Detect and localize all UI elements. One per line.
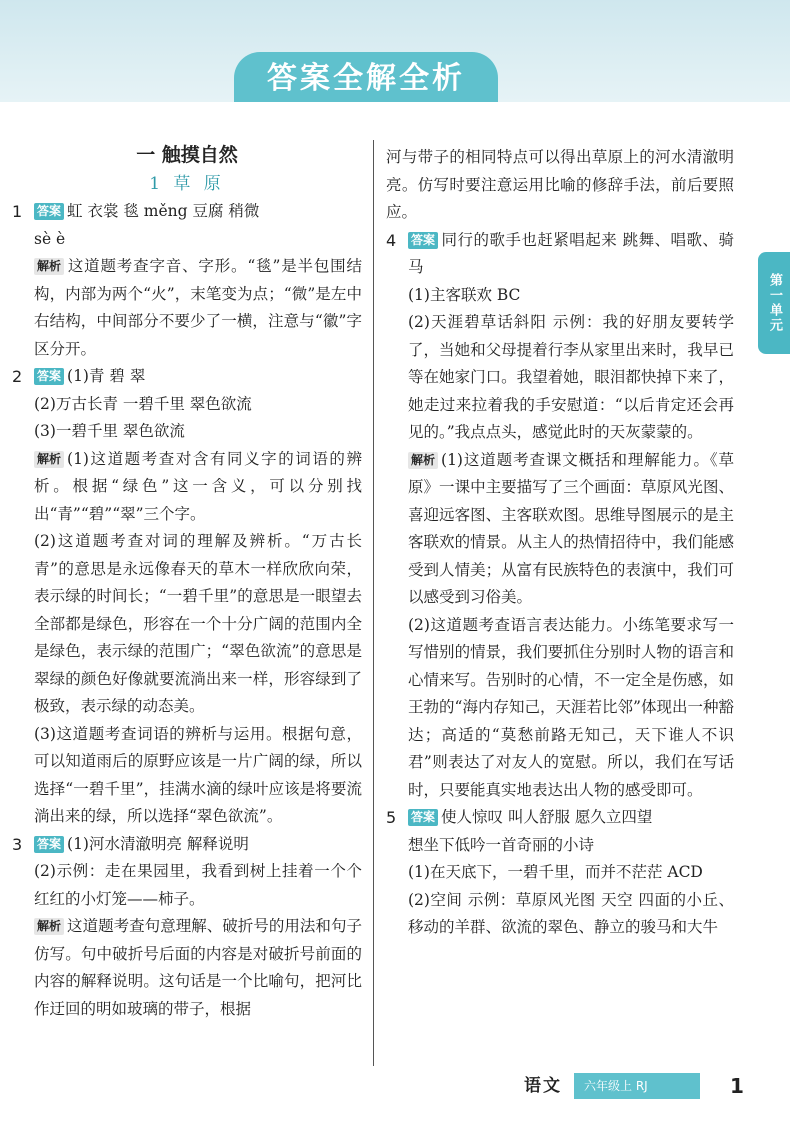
answer-text: (1)青 碧 翠 bbox=[67, 367, 146, 385]
explain-text: (3)这道题考查词语的辨析与运用。根据句意，可以知道雨后的原野应该是一片广阔的绿，所以选择“一碧千里”，挂满水滴的绿叶应该是将要流淌出来的绿，所以选择“翠色欲流”。 bbox=[34, 724, 362, 825]
answer-tag: 答案 bbox=[34, 836, 64, 853]
explain-text: (2)这道题考查对词的理解及辨析。“万古长青”的意思是永远像春天的草木一样欣欣向荣，表示绿的时间长；“一碧千里”的意思是一眼望去全部都是绿色，形容在一个十分广阔的范围内全是绿色，表示绿的范围广；“翠色欲流”的意思是翠绿的颜色好像就要流淌出来一样，形容绿到了极致，表示绿的动态美。 bbox=[34, 532, 362, 715]
question-number: 2 bbox=[12, 367, 23, 386]
answer-tag: 答案 bbox=[34, 368, 64, 385]
page-number: 1 bbox=[730, 1074, 744, 1098]
answer-tag: 答案 bbox=[408, 232, 438, 249]
header-banner bbox=[0, 0, 790, 102]
answer-text: 想坐下低吟一首奇丽的小诗 bbox=[408, 835, 595, 854]
explain-tag: 解析 bbox=[408, 452, 438, 469]
answer-tag: 答案 bbox=[34, 203, 64, 220]
right-column bbox=[386, 144, 734, 942]
unit-side-tab: 第一单元 bbox=[758, 252, 790, 354]
answer-text: 同行的歌手也赶紧唱起来 跳舞、唱歌、骑马 bbox=[408, 230, 734, 276]
lesson-title: 1 草 原 bbox=[149, 174, 225, 194]
answer-text: (2)示例：走在果园里，我看到树上挂着一个个红红的小灯笼——柿子。 bbox=[34, 862, 362, 908]
answer-text: (1)主客联欢 BC bbox=[408, 285, 521, 304]
question-number: 5 bbox=[386, 808, 397, 827]
answer-text: sè è bbox=[34, 229, 66, 248]
answer-text: (2)天涯碧草话斜阳 示例：我的好朋友要转学了，当她和父母提着行李从家里出来时，我早已等在她家门口。我望着她，眼泪都快掉下来了，她走过来拉着我的手安慰道：“以后肯定还会再见的。”我点点头，感觉此时的天灰蒙蒙的。 bbox=[408, 313, 734, 441]
footer-grade: 六年级上 RJ bbox=[574, 1073, 700, 1099]
question-number: 3 bbox=[12, 834, 23, 854]
column-divider bbox=[373, 140, 374, 1066]
explain-text: 这道题考查字音、字形。“毯”是半包围结构，内部为两个“火”，末笔变为点；“微”是左中右结构，中间部分不要少了一横，注意与“徽”字区分开。 bbox=[34, 257, 362, 358]
left-column bbox=[12, 140, 362, 1023]
answer-text: 使人惊叹 叫人舒服 愿久立四望 bbox=[441, 808, 653, 826]
explain-text-continued: 河与带子的相同特点可以得出草原上的河水清澈明亮。仿写时要注意运用比喻的修辞手法，前后要照应。 bbox=[386, 148, 734, 221]
answer-text: (1)河水清澈明亮 解释说明 bbox=[67, 834, 249, 853]
question-number: 4 bbox=[386, 230, 397, 250]
question-4 bbox=[386, 227, 734, 805]
question-1 bbox=[12, 198, 362, 363]
explain-text: (1)这道题考查对含有同义字的词语的辨析。根据“绿色”这一含义，可以分别找出“青”“碧”“翠”三个字。 bbox=[34, 449, 362, 523]
explain-text: (1)这道题考查课文概括和理解能力。《草原》一课中主要描写了三个画面：草原风光图、喜迎远客图、主客联欢图。思维导图展示的是主客联欢的情景。从主人的热情招待中，我们能感受到人情美；从富有民族特色的表演中，我们可以感受到习俗美。 bbox=[408, 450, 734, 606]
answer-text: (3)一碧千里 翠色欲流 bbox=[34, 422, 185, 440]
explain-text: (2)这道题考查语言表达能力。小练笔要求写一写惜别的情景，我们要抓住分别时人物的语言和心情来写。告别时的心情，不一定全是伤感，如王勃的“海内存知己，天涯若比邻”体现出一种豁达；高适的“莫愁前路无知己，天下谁人不识君”则表达了对友人的宽慰。所以，我们在写话时，只要能真实地表达出人物的感受即可。 bbox=[408, 615, 734, 799]
answer-text: (2)万古长青 一碧千里 翠色欲流 bbox=[34, 394, 252, 413]
answer-text: (2)空间 示例：草原风光图 天空 四面的小丘、移动的羊群、欲流的翠色、静立的骏马和大牛 bbox=[408, 890, 734, 936]
footer-subject: 语文 bbox=[524, 1076, 562, 1096]
answer-text: 虹 衣裳 毯 měng 豆腐 稍微 bbox=[67, 202, 260, 220]
question-3 bbox=[12, 831, 362, 1024]
question-5 bbox=[386, 804, 734, 942]
explain-tag: 解析 bbox=[34, 451, 64, 468]
question-number: 1 bbox=[12, 202, 23, 221]
page-title: 答案全解全析 bbox=[234, 52, 498, 102]
answer-text: (1)在天底下，一碧千里，而并不茫茫 ACD bbox=[408, 863, 703, 881]
answer-tag: 答案 bbox=[408, 809, 438, 826]
explain-tag: 解析 bbox=[34, 258, 64, 275]
explain-tag: 解析 bbox=[34, 918, 64, 935]
explain-text: 这道题考查句意理解、破折号的用法和句子仿写。句中破折号后面的内容是对破折号前面的内容的解释说明。这句话是一个比喻句，把河比作迂回的明如玻璃的带子，根据 bbox=[34, 917, 362, 1018]
section-title: 一 触摸自然 bbox=[136, 144, 238, 166]
question-2 bbox=[12, 363, 362, 831]
